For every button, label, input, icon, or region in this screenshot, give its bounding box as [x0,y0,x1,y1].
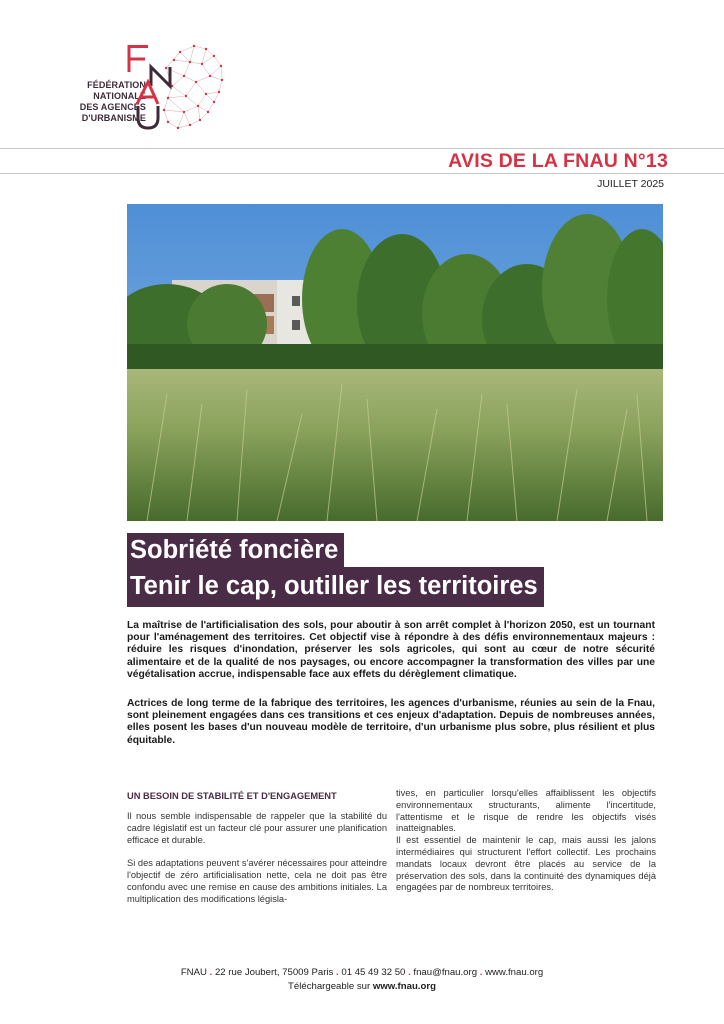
download-label: Téléchargeable sur [288,981,371,992]
header-divider-bottom [0,173,724,174]
main-title-line-2: Tenir le cap, outiller les territoires [127,567,544,607]
fnau-logo [118,40,228,132]
separator-dot: . [336,967,339,978]
intro-text [127,620,655,764]
logo-letter-f [128,45,148,72]
tall-grass [127,369,663,521]
body-paragraph: tives, en particulier lorsqu'elles affaiblissent les objectifs environnementaux structurants, alimente l'incertitude, l'attentisme et le risque de rendre les objectifs visés inatteignables. [396,788,656,834]
footer-contact-line [0,966,724,980]
logo-letter-u [138,106,158,128]
intro-paragraph: Actrices de long terme de la fabrique des territoires, les agences d'urbanisme, réunies au sein de la Fnau, sont pleinement engagées dans ces transitions et ces enjeux d'adaptation. Depuis de nombreuses années, elles posent les bases d'un nouveau modèle de territoire, d'un urbanisme plus sobre, plus résilient et plus équitable. [127,698,655,746]
footer-email-link[interactable]: fnau@fnau.org [413,967,478,978]
body-paragraph: Il est essentiel de maintenir le cap, mais aussi les jalons intermédiaires qui structurent l'effort collectif. Les prochains mandats locaux devront être placés au service de la préservation des sols, dans la continuité des dynamiques déjà engagées par de nombreux territoires. [396,835,656,893]
intro-paragraph: La maîtrise de l'artificialisation des sols, pour aboutir à son arrêt complet à l'horizon 2050, est un tournant pour l'aménagement des territoires. Cet objectif vise à répondre à des défis environnementaux majeurs : réduire les risques d'inondation, préserver les sols agricoles, qui sont au cœur de notre sécurité alimentaire et de la qualité de nos paysages, ou encore accompagner la transformation des villes par une végétalisation accrue, indispensable face aux effets du dérèglement climatique. [127,620,655,680]
body-paragraph: Il nous semble indispensable de rappeler que la stabilité du cadre législatif est un facteur clé pour assurer une planification efficace et durable. [127,811,387,845]
separator-dot: . [479,967,483,978]
body-column-2 [396,788,656,894]
footer-download-line [0,980,724,994]
body-column-1 [127,791,387,918]
network-nodes [163,45,223,129]
main-title-line-1: Sobriété foncière [127,533,344,567]
body-paragraph: Si des adaptations peuvent s'avérer nécessaires pour atteindre l'objectif de zéro artificialisation nette, cela ne doit pas être confondu avec une remise en cause des ambitions initiales. La multiplication des modifications législa- [127,858,387,904]
org-name-line: DES AGENCES [79,102,146,112]
section-heading: UN BESOIN DE STABILITÉ ET D'ENGAGEMENT [127,791,337,801]
separator-dot: . [408,967,411,978]
document-date: JUILLET 2025 [597,178,664,190]
footer-phone[interactable]: 01 45 49 32 50 [341,967,406,978]
network-graph-icon [164,46,222,128]
logo-letter-n [151,67,170,86]
footer-address: 22 rue Joubert, 75009 Paris [214,967,334,978]
org-name-line: D'URBANISME [81,113,146,123]
download-link[interactable]: www.fnau.org [372,981,436,992]
footer [0,966,724,994]
org-name-line: NATIONALE [93,91,146,101]
org-name-line: FÉDÉRATION [87,80,146,90]
document-title: AVIS DE LA FNAU N°13 [448,150,668,172]
cover-photo [127,204,663,521]
footer-org: FNAU [180,967,207,978]
footer-website-link[interactable]: www.fnau.org [485,967,544,978]
separator-dot: . [209,967,213,978]
logo-letter-a [137,82,158,104]
